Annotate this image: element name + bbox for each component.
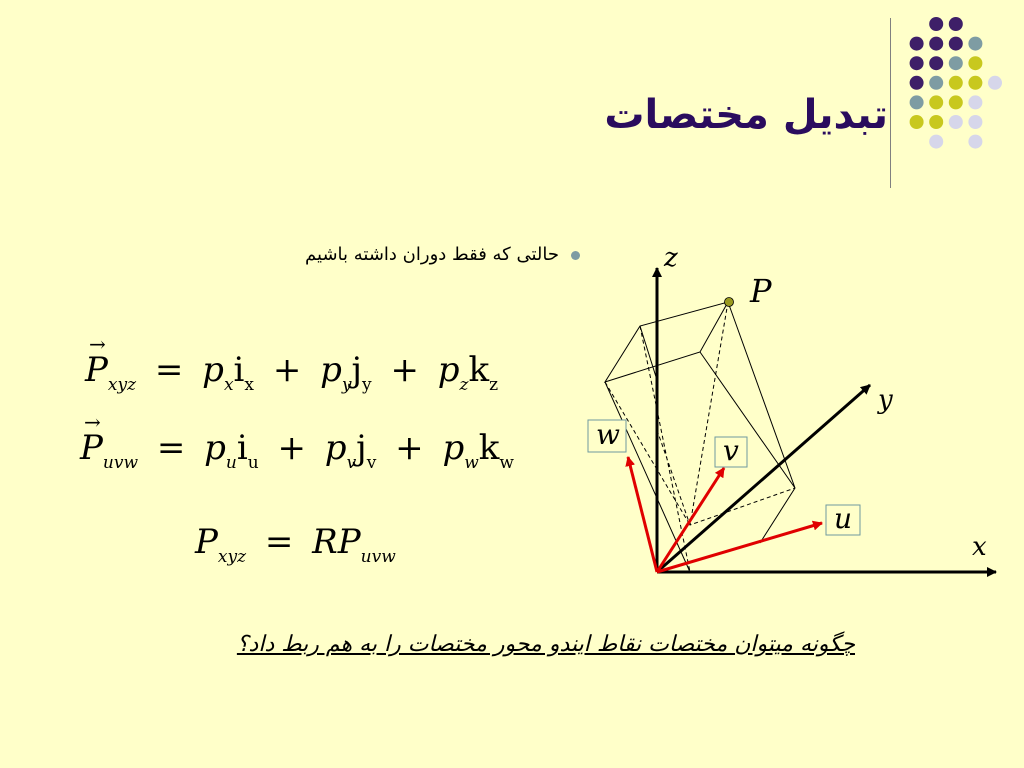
projection-box: [605, 302, 795, 572]
eq1-lhs-base: → P: [85, 350, 108, 390]
eq2-t2-coef: p: [324, 428, 347, 468]
eq2-t3-usub: w: [499, 453, 514, 473]
label-p: P: [750, 272, 772, 310]
label-x: x: [972, 532, 987, 562]
eq2-t3-coef: p: [442, 428, 465, 468]
eq1-t1-coef: p: [202, 350, 224, 390]
eq3-lhs-sub: xyz: [217, 547, 247, 567]
eq3-rhs-sub: uvw: [360, 547, 396, 567]
eq3-rhs-base: P: [337, 522, 361, 562]
eq1-t1-usub: x: [244, 375, 254, 395]
eq2-t2-usub: v: [366, 453, 377, 473]
label-y: y: [878, 385, 893, 415]
label-u: u: [834, 502, 853, 535]
eq1-plus-2: +: [390, 350, 419, 390]
eq2-t3-csub: w: [464, 453, 479, 473]
point-p: [725, 298, 734, 307]
eq2-equals: =: [156, 428, 186, 468]
eq1-t2-usub: y: [362, 375, 372, 395]
eq2-lhs-base: → P: [80, 428, 103, 468]
eq2-t1-csub: u: [225, 453, 237, 473]
eq1-t2-coef: p: [320, 350, 342, 390]
eq2-plus-1: +: [277, 428, 306, 468]
label-z: z: [664, 243, 678, 273]
eq1-plus-1: +: [272, 350, 302, 390]
eq2-t3-unit: k: [478, 428, 500, 468]
eq2-lhs-sub: uvw: [102, 453, 138, 473]
eq1-t2-unit: j: [351, 350, 363, 390]
eq2-t1-usub: u: [247, 453, 259, 473]
eq1-t3-usub: z: [489, 375, 499, 395]
label-w: w: [596, 418, 620, 451]
bullet-text: حالتی که فقط دوران داشته باشیم: [305, 244, 559, 265]
slide-title: تبدیل مختصات: [604, 92, 888, 138]
eq1-t3-coef: p: [437, 350, 460, 390]
box-dashed-edges: [605, 302, 795, 572]
eq2-t1-unit: i: [236, 428, 248, 468]
eq1-t3-unit: k: [468, 350, 490, 390]
eq1-t1-unit: i: [233, 350, 245, 390]
eq1-t2-csub: y: [341, 375, 352, 395]
label-v: v: [723, 434, 739, 467]
eq2-plus-2: +: [395, 428, 424, 468]
w-axis: [628, 457, 657, 572]
eq1-t1-csub: x: [223, 375, 234, 395]
question-text: چگونه میتوان مختصات نقاط ایندو محور مختصات را به هم ربط داد؟: [236, 632, 855, 657]
eq1-lhs-sub: xyz: [107, 375, 137, 395]
u-axis: [657, 523, 822, 572]
eq1-equals: =: [154, 350, 184, 390]
eq1-t3-csub: z: [459, 375, 469, 395]
eq2-t2-csub: v: [346, 453, 357, 473]
eq3-equals: =: [264, 522, 294, 562]
eq3-rhs-R: R: [312, 522, 338, 562]
y-axis: [657, 385, 870, 572]
eq3-lhs-base: P: [195, 522, 218, 562]
eq2-t1-coef: p: [204, 428, 226, 468]
eq2-t2-unit: j: [356, 428, 367, 468]
box-solid-edges: [605, 302, 795, 572]
